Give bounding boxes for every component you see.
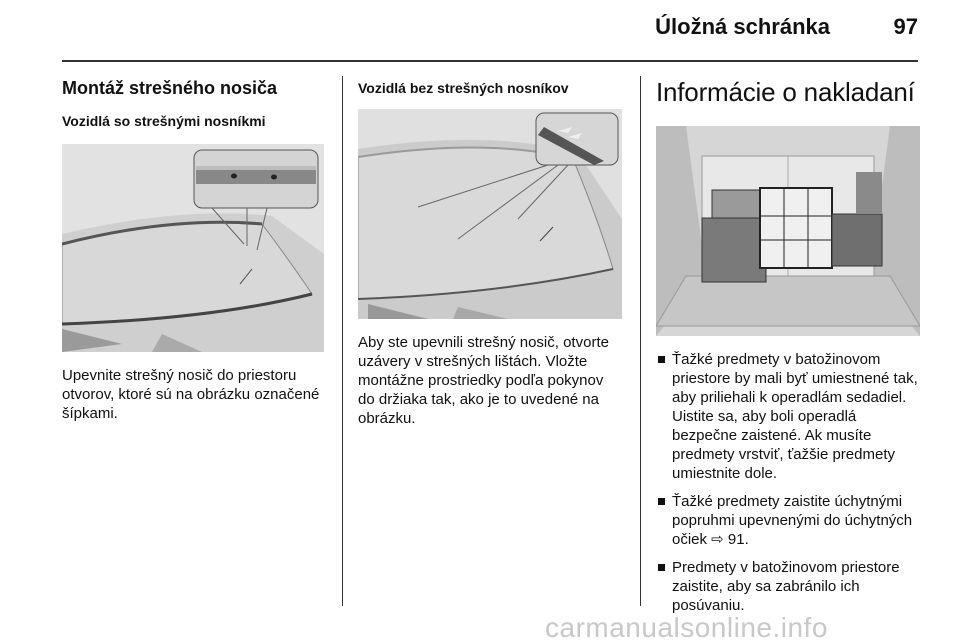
section-heading-roof-rack: Montáž strešného nosiča: [62, 78, 278, 98]
loading-tips-list: [656, 350, 920, 615]
caption-with-rails: Upevnite strešný nosič do priestoru otvorov, ktoré sú na obrázku označené šípkami.: [62, 367, 320, 422]
subheading-without-rails: Vozidlá bez strešných nosníkov: [358, 80, 569, 96]
running-header-title: Úložná schránka: [655, 14, 830, 39]
list-item: Ťažké predmety zaistite úchytnými popruhmi upevnenými do úchytných očiek ⇨ 91.: [656, 492, 920, 549]
column-divider-2: [640, 76, 641, 606]
subheading-with-rails: Vozidlá so strešnými nosníkmi: [62, 113, 266, 129]
list-item: Ťažké predmety v batožinovom priestore by mali byť umiestnené tak, aby priliehali k operadlám sedadiel. Uistite sa, aby boli operadlá bezpečne zaistené. Ak musíte predmety vrstviť, ťažšie predmety umiestnite dole.: [656, 350, 920, 483]
figure-loaded-trunk: [656, 126, 920, 336]
page-number: 97: [893, 14, 918, 39]
bullet-square-icon: [658, 356, 665, 363]
column-loading-information: [656, 76, 920, 624]
column-divider-1: [342, 76, 343, 606]
caption-without-rails: Aby ste upevnili strešný nosič, otvorte uzávery v strešných lištách. Vložte montážne prostriedky podľa pokynov do držiaka tak, ako je to uvedené na obrázku.: [358, 334, 609, 427]
section-heading-loading: Informácie o nakladaní: [656, 77, 915, 107]
figure-car-roof-with-rails: [62, 144, 324, 352]
column-roof-rack-with-rails: [62, 76, 330, 423]
bullet-square-icon: [658, 498, 665, 505]
list-item: Predmety v batožinovom priestore zaistite, aby sa zabránilo ich posúvaniu.: [656, 558, 920, 615]
watermark: carmanualsonline.info: [545, 612, 828, 643]
figure-car-roof-without-rails: [358, 109, 622, 319]
column-roof-rack-without-rails: [358, 76, 624, 428]
header-rule: [62, 60, 918, 62]
bullet-square-icon: [658, 564, 665, 571]
